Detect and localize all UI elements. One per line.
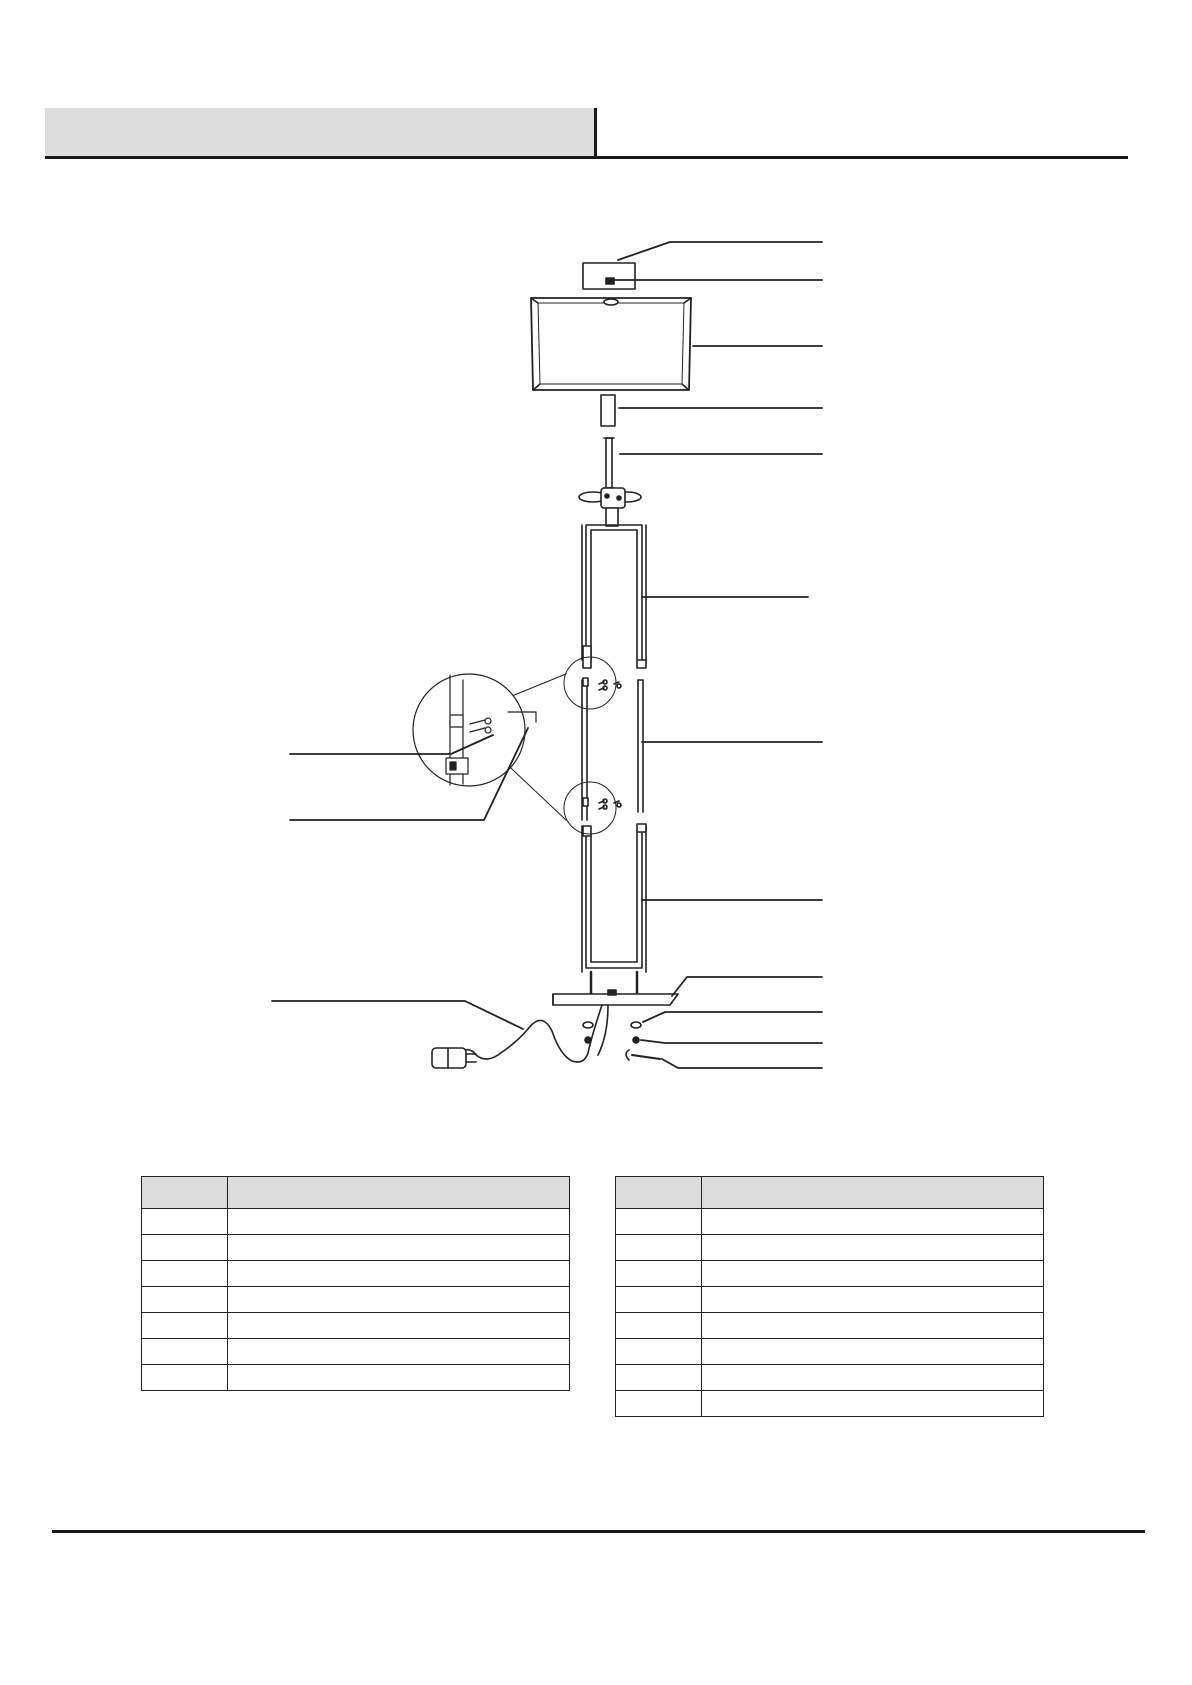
table-row bbox=[142, 1209, 570, 1235]
part-cell bbox=[616, 1209, 702, 1235]
lower-pole-section bbox=[582, 824, 646, 994]
part-cell bbox=[142, 1313, 228, 1339]
description-cell bbox=[228, 1235, 570, 1261]
table-row bbox=[616, 1209, 1044, 1235]
table-row bbox=[142, 1261, 570, 1287]
description-cell bbox=[228, 1287, 570, 1313]
col-part bbox=[616, 1177, 702, 1209]
parts-table-header-row bbox=[142, 1177, 570, 1209]
description-cell bbox=[228, 1261, 570, 1287]
description-cell bbox=[702, 1287, 1044, 1313]
parts-table-left bbox=[141, 1176, 570, 1391]
part-cell bbox=[142, 1261, 228, 1287]
part-cell bbox=[142, 1365, 228, 1391]
part-cell bbox=[142, 1287, 228, 1313]
coupler-part bbox=[601, 395, 615, 426]
parts-table-right bbox=[615, 1176, 1044, 1417]
part-cell bbox=[616, 1365, 702, 1391]
table-row bbox=[616, 1339, 1044, 1365]
threaded-rod bbox=[604, 438, 614, 488]
base-plate bbox=[553, 990, 678, 1005]
part-cell bbox=[616, 1261, 702, 1287]
table-row bbox=[142, 1287, 570, 1313]
power-cord bbox=[432, 1005, 608, 1068]
table-row bbox=[142, 1339, 570, 1365]
description-cell bbox=[228, 1209, 570, 1235]
part-cell bbox=[616, 1235, 702, 1261]
part-cell bbox=[616, 1339, 702, 1365]
table-row bbox=[616, 1235, 1044, 1261]
description-cell bbox=[702, 1209, 1044, 1235]
socket-assembly bbox=[579, 488, 641, 526]
parts-table-header-row bbox=[616, 1177, 1044, 1209]
table-row bbox=[142, 1235, 570, 1261]
table-row bbox=[616, 1287, 1044, 1313]
upper-pole-section bbox=[582, 525, 646, 668]
col-description bbox=[228, 1177, 570, 1209]
col-part bbox=[142, 1177, 228, 1209]
table-row bbox=[616, 1391, 1044, 1417]
description-cell bbox=[228, 1339, 570, 1365]
middle-pole-section bbox=[582, 678, 643, 820]
part-cell bbox=[616, 1287, 702, 1313]
table-row bbox=[142, 1313, 570, 1339]
part-cell bbox=[142, 1339, 228, 1365]
table-row bbox=[616, 1261, 1044, 1287]
enlarged-detail-view bbox=[413, 674, 536, 786]
table-row bbox=[142, 1365, 570, 1391]
part-cell bbox=[142, 1209, 228, 1235]
description-cell bbox=[702, 1261, 1044, 1287]
lamp-shade bbox=[531, 298, 691, 390]
description-cell bbox=[702, 1339, 1044, 1365]
part-cell bbox=[142, 1235, 228, 1261]
table-row bbox=[616, 1365, 1044, 1391]
description-cell bbox=[702, 1365, 1044, 1391]
description-cell bbox=[228, 1313, 570, 1339]
col-description bbox=[702, 1177, 1044, 1209]
description-cell bbox=[702, 1391, 1044, 1417]
description-cell bbox=[228, 1365, 570, 1391]
part-cell bbox=[616, 1391, 702, 1417]
description-cell bbox=[702, 1235, 1044, 1261]
part-cell bbox=[616, 1313, 702, 1339]
description-cell bbox=[702, 1313, 1044, 1339]
table-row bbox=[616, 1313, 1044, 1339]
footer-rule bbox=[52, 1530, 1145, 1533]
finial-switch-box bbox=[583, 263, 635, 289]
